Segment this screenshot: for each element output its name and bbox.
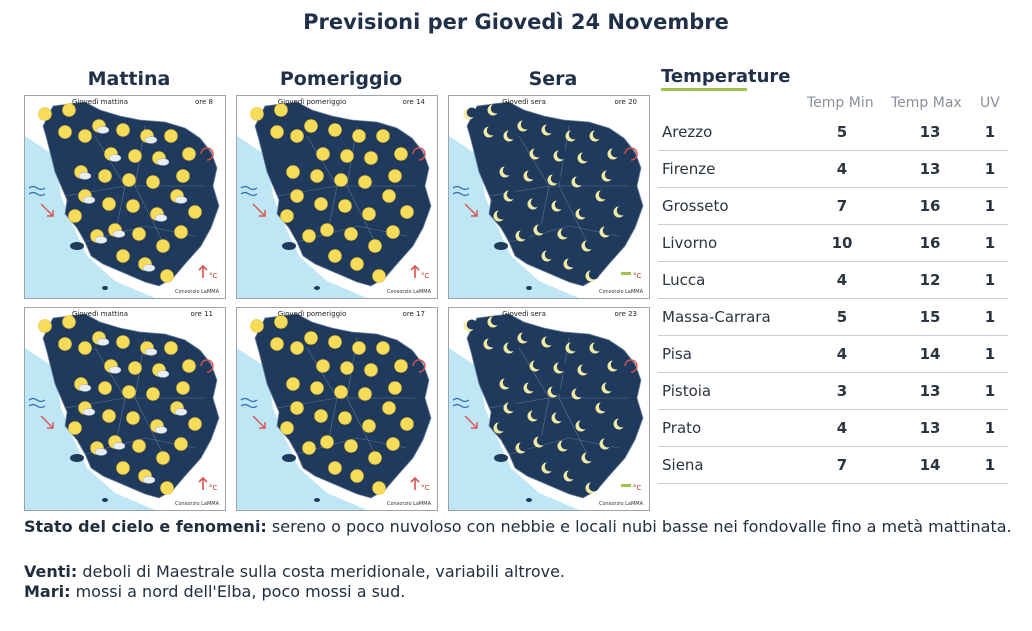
- sun-icon: [183, 360, 196, 373]
- sun-icon: [175, 438, 188, 451]
- map-caption-time: ore 20: [614, 98, 637, 106]
- wind-text: deboli di Maestrale sulla costa meridionale, variabili altrove.: [77, 562, 566, 581]
- map-credit: Consorzio LaMMA: [387, 501, 431, 507]
- sun-icon: [345, 440, 358, 453]
- sun-icon: [377, 342, 390, 355]
- sun-icon: [291, 402, 304, 415]
- map-credit: Consorzio LaMMA: [387, 289, 431, 295]
- sun-icon: [359, 388, 372, 401]
- sun-icon: [369, 240, 382, 253]
- sun-icon: [281, 422, 294, 435]
- table-row: [658, 150, 1008, 188]
- sun-icon: [377, 130, 390, 143]
- sun-icon: [329, 462, 342, 475]
- table-row: [658, 298, 1008, 336]
- sun-icon: [365, 152, 378, 165]
- sun-icon: [373, 270, 386, 283]
- svg-text:°C: °C: [421, 272, 430, 280]
- temp-min-value: 4: [836, 345, 848, 363]
- city-name: Firenze: [662, 160, 716, 178]
- sun-icon: [387, 438, 400, 451]
- sun-icon: [291, 190, 304, 203]
- sun-icon: [157, 240, 170, 253]
- sun-icon: [79, 130, 92, 143]
- sun-icon: [287, 378, 300, 391]
- table-row: [658, 224, 1008, 262]
- temp-max-value: 13: [919, 419, 941, 437]
- sun-icon: [315, 410, 328, 423]
- sun-icon: [161, 482, 174, 495]
- sun-icon: [59, 338, 72, 351]
- sky-description: [24, 517, 1014, 537]
- table-row: [658, 187, 1008, 225]
- table-row: [658, 335, 1008, 373]
- sun-icon: [353, 130, 366, 143]
- map-drawing: [237, 96, 437, 298]
- wind-label: Venti:: [24, 562, 78, 581]
- svg-text:°C: °C: [421, 484, 430, 492]
- temp-max-value: 16: [919, 234, 941, 252]
- map-caption-day: Giovedì pomeriggio: [277, 310, 347, 318]
- table-row: [658, 372, 1008, 410]
- temp-max-value: 16: [919, 197, 941, 215]
- temp-max-value: 14: [919, 456, 941, 474]
- sun-icon: [123, 386, 136, 399]
- svg-text:°C: °C: [209, 484, 218, 492]
- map-drawing: [449, 96, 649, 298]
- column-header-mattina: Mattina: [87, 68, 171, 90]
- city-name: Livorno: [662, 234, 718, 252]
- sun-icon: [147, 176, 160, 189]
- header-uv: UV: [980, 95, 1000, 111]
- map-drawing: [237, 308, 437, 510]
- sky-text: sereno o poco nuvoloso con nebbie e locali nubi basse nei fondovalle fino a metà mattinata.: [266, 517, 1012, 536]
- sun-icon: [317, 148, 330, 161]
- temperature-title: Temperature: [661, 66, 791, 87]
- temp-uv-value: 1: [984, 197, 996, 215]
- svg-text:°C: °C: [633, 272, 642, 280]
- sea-label: Mari:: [24, 582, 71, 601]
- temp-min-value: 7: [836, 197, 848, 215]
- sun-icon: [183, 148, 196, 161]
- wind-description: [24, 562, 565, 582]
- sky-label: Stato del cielo e fenomeni:: [24, 517, 267, 536]
- svg-text:°C: °C: [633, 484, 642, 492]
- temp-max-value: 12: [919, 271, 941, 289]
- sun-icon: [353, 342, 366, 355]
- sun-icon: [117, 462, 130, 475]
- map-drawing: [25, 96, 225, 298]
- map-caption-time: ore 11: [190, 310, 213, 318]
- map-caption-day: Giovedì sera: [502, 310, 546, 318]
- sun-icon: [363, 208, 376, 221]
- temp-min-value: 5: [836, 123, 848, 141]
- map-caption-time: ore 17: [402, 310, 425, 318]
- sun-icon: [365, 364, 378, 377]
- sea-description: [24, 582, 405, 602]
- sun-icon: [341, 362, 354, 375]
- forecast-map-mattina-11[interactable]: [24, 307, 226, 511]
- sun-icon: [39, 320, 52, 333]
- sun-icon: [317, 360, 330, 373]
- sun-icon: [329, 336, 342, 349]
- column-header-pomeriggio: Pomeriggio: [279, 68, 403, 90]
- temperature-title-underline: [661, 88, 747, 91]
- map-caption-time: ore 23: [614, 310, 637, 318]
- sun-icon: [117, 250, 130, 263]
- forecast-map-pomeriggio-17[interactable]: [236, 307, 438, 511]
- sun-icon: [311, 170, 324, 183]
- sun-icon: [147, 388, 160, 401]
- sun-icon: [127, 412, 140, 425]
- sun-icon: [79, 342, 92, 355]
- temp-max-value: 13: [919, 160, 941, 178]
- sun-icon: [281, 210, 294, 223]
- header-temp-max: Temp Max: [891, 95, 962, 111]
- sun-icon: [321, 436, 334, 449]
- temp-uv-value: 1: [984, 456, 996, 474]
- sun-icon: [39, 108, 52, 121]
- sun-icon: [287, 166, 300, 179]
- sun-icon: [165, 342, 178, 355]
- temp-max-value: 15: [919, 308, 941, 326]
- sun-icon: [69, 422, 82, 435]
- sun-icon: [103, 410, 116, 423]
- header-temp-min: Temp Min: [807, 95, 874, 111]
- sun-icon: [99, 170, 112, 183]
- sun-icon: [127, 200, 140, 213]
- map-credit: Consorzio LaMMA: [599, 289, 643, 295]
- sun-icon: [341, 150, 354, 163]
- city-name: Pisa: [662, 345, 692, 363]
- sun-icon: [359, 176, 372, 189]
- sun-icon: [117, 124, 130, 137]
- map-caption-time: ore 8: [195, 98, 213, 106]
- sea-text: mossi a nord dell'Elba, poco mossi a sud.: [70, 582, 406, 601]
- forecast-map-sera-23[interactable]: [448, 307, 650, 511]
- sun-icon: [303, 230, 316, 243]
- sun-icon: [177, 170, 190, 183]
- sun-icon: [351, 258, 364, 271]
- temp-uv-value: 1: [984, 271, 996, 289]
- sun-icon: [387, 226, 400, 239]
- map-caption-day: Giovedì pomeriggio: [277, 98, 347, 106]
- sun-icon: [389, 382, 402, 395]
- temp-min-value: 3: [836, 382, 848, 400]
- sun-icon: [339, 412, 352, 425]
- sun-icon: [383, 190, 396, 203]
- sun-icon: [271, 338, 284, 351]
- sun-icon: [335, 174, 348, 187]
- map-caption-day: Giovedì mattina: [72, 310, 128, 318]
- sun-icon: [177, 382, 190, 395]
- map-drawing: [25, 308, 225, 510]
- forecast-map-mattina-8[interactable]: [24, 95, 226, 299]
- city-name: Prato: [662, 419, 702, 437]
- sun-icon: [335, 386, 348, 399]
- sun-icon: [251, 320, 264, 333]
- sun-icon: [99, 382, 112, 395]
- sun-icon: [157, 452, 170, 465]
- sun-icon: [189, 418, 202, 431]
- city-name: Lucca: [662, 271, 706, 289]
- temp-uv-value: 1: [984, 234, 996, 252]
- sun-icon: [117, 336, 130, 349]
- temp-max-value: 14: [919, 345, 941, 363]
- sun-icon: [271, 126, 284, 139]
- sun-icon: [305, 332, 318, 345]
- sun-icon: [363, 420, 376, 433]
- temp-uv-value: 1: [984, 382, 996, 400]
- map-caption-day: Giovedì sera: [502, 98, 546, 106]
- sun-icon: [369, 452, 382, 465]
- map-caption-time: ore 14: [402, 98, 425, 106]
- sun-icon: [161, 270, 174, 283]
- sun-icon: [133, 228, 146, 241]
- temp-min-value: 10: [831, 234, 853, 252]
- sun-icon: [329, 250, 342, 263]
- sun-icon: [103, 198, 116, 211]
- temp-uv-value: 1: [984, 419, 996, 437]
- sun-icon: [389, 170, 402, 183]
- table-row: [658, 409, 1008, 447]
- city-name: Massa-Carrara: [662, 308, 771, 326]
- sun-icon: [329, 124, 342, 137]
- temp-max-value: 13: [919, 382, 941, 400]
- temp-min-value: 5: [836, 308, 848, 326]
- temp-min-value: 7: [836, 456, 848, 474]
- sun-icon: [69, 210, 82, 223]
- table-row: [658, 261, 1008, 299]
- sun-icon: [175, 226, 188, 239]
- temp-uv-value: 1: [984, 123, 996, 141]
- city-name: Pistoia: [662, 382, 712, 400]
- svg-text:°C: °C: [209, 272, 218, 280]
- sun-icon: [401, 206, 414, 219]
- sun-icon: [189, 206, 202, 219]
- map-credit: Consorzio LaMMA: [175, 501, 219, 507]
- sun-icon: [303, 442, 316, 455]
- sun-icon: [383, 402, 396, 415]
- sun-icon: [291, 130, 304, 143]
- sun-icon: [401, 418, 414, 431]
- temp-uv-value: 1: [984, 308, 996, 326]
- sun-icon: [395, 360, 408, 373]
- sun-icon: [315, 198, 328, 211]
- map-credit: Consorzio LaMMA: [175, 289, 219, 295]
- temp-min-value: 4: [836, 160, 848, 178]
- forecast-map-sera-20[interactable]: [448, 95, 650, 299]
- temp-uv-value: 1: [984, 160, 996, 178]
- temp-uv-value: 1: [984, 345, 996, 363]
- sun-icon: [321, 224, 334, 237]
- sun-icon: [251, 108, 264, 121]
- page-title: Previsioni per Giovedì 24 Novembre: [303, 10, 729, 34]
- temp-min-value: 4: [836, 271, 848, 289]
- temp-max-value: 13: [919, 123, 941, 141]
- sun-icon: [305, 120, 318, 133]
- column-header-sera: Sera: [528, 68, 578, 90]
- sun-icon: [311, 382, 324, 395]
- temp-min-value: 4: [836, 419, 848, 437]
- sun-icon: [395, 148, 408, 161]
- sun-icon: [59, 126, 72, 139]
- sun-icon: [129, 362, 142, 375]
- city-name: Siena: [662, 456, 704, 474]
- map-credit: Consorzio LaMMA: [599, 501, 643, 507]
- forecast-map-pomeriggio-14[interactable]: [236, 95, 438, 299]
- sun-icon: [165, 130, 178, 143]
- table-row: [658, 113, 1008, 151]
- map-drawing: [449, 308, 649, 510]
- sun-icon: [345, 228, 358, 241]
- table-row: [658, 446, 1008, 484]
- sun-icon: [291, 342, 304, 355]
- sun-icon: [339, 200, 352, 213]
- sun-icon: [123, 174, 136, 187]
- map-caption-day: Giovedì mattina: [72, 98, 128, 106]
- sun-icon: [351, 470, 364, 483]
- city-name: Arezzo: [662, 123, 713, 141]
- sun-icon: [129, 150, 142, 163]
- city-name: Grosseto: [662, 197, 729, 215]
- sun-icon: [373, 482, 386, 495]
- sun-icon: [133, 440, 146, 453]
